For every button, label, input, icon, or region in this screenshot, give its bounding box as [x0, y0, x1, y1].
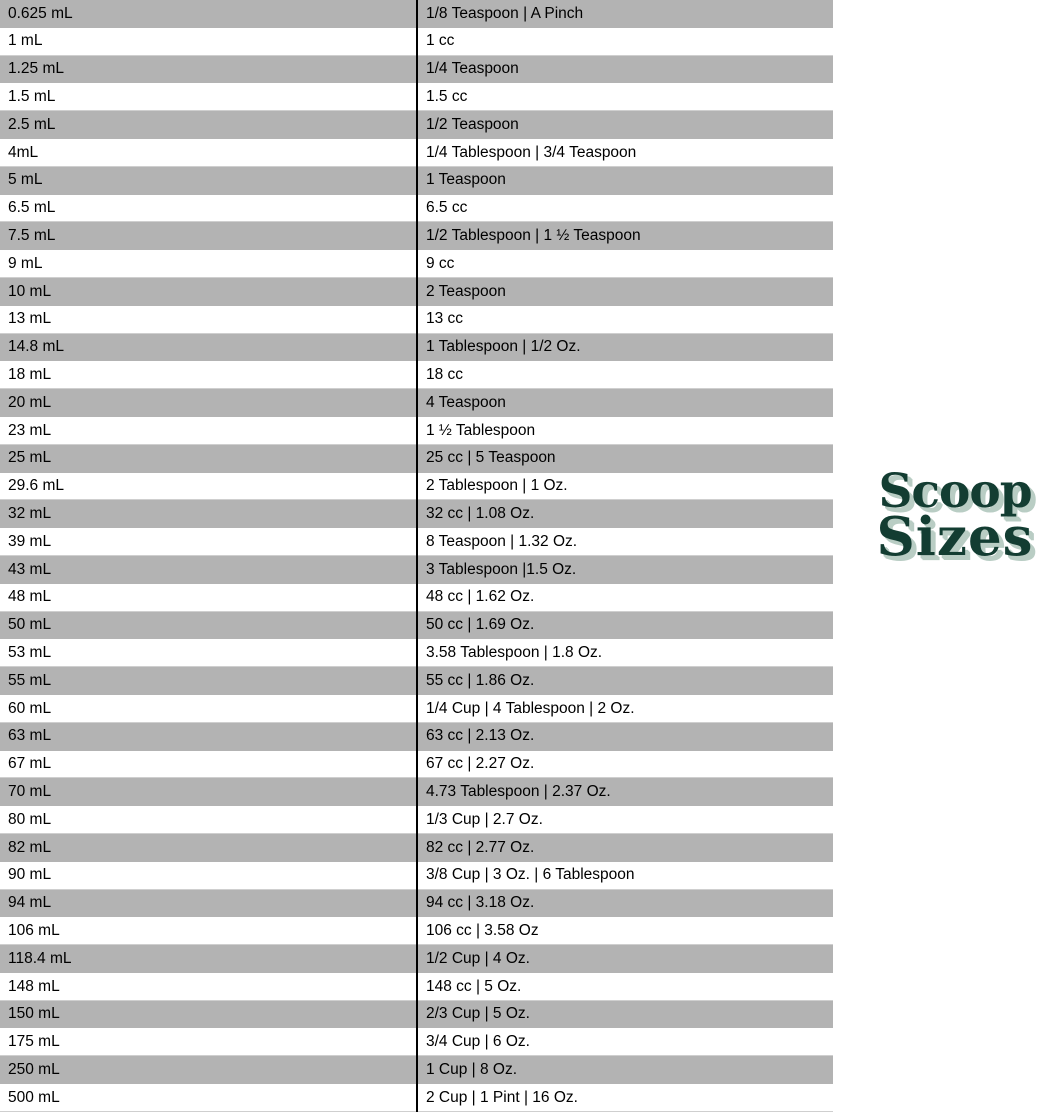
cell-equivalent: 3/4 Cup | 6 Oz.	[417, 1028, 833, 1056]
table-row	[0, 778, 833, 806]
cell-volume-ml: 1.25 mL	[0, 55, 417, 83]
cell-volume-ml: 500 mL	[0, 1084, 417, 1112]
table-row	[0, 667, 833, 695]
cell-volume-ml: 1.5 mL	[0, 83, 417, 111]
cell-equivalent: 3.58 Tablespoon | 1.8 Oz.	[417, 639, 833, 667]
table-row	[0, 833, 833, 861]
cell-equivalent: 3 Tablespoon |1.5 Oz.	[417, 555, 833, 583]
cell-volume-ml: 39 mL	[0, 528, 417, 556]
cell-equivalent: 55 cc | 1.86 Oz.	[417, 667, 833, 695]
cell-volume-ml: 67 mL	[0, 750, 417, 778]
table-row	[0, 389, 833, 417]
table-row	[0, 416, 833, 444]
cell-volume-ml: 2.5 mL	[0, 111, 417, 139]
cell-volume-ml: 80 mL	[0, 806, 417, 834]
table-row	[0, 861, 833, 889]
cell-equivalent: 3/8 Cup | 3 Oz. | 6 Tablespoon	[417, 861, 833, 889]
table-row	[0, 111, 833, 139]
cell-volume-ml: 1 mL	[0, 27, 417, 55]
cell-equivalent: 32 cc | 1.08 Oz.	[417, 500, 833, 528]
cell-equivalent: 4.73 Tablespoon | 2.37 Oz.	[417, 778, 833, 806]
cell-equivalent: 94 cc | 3.18 Oz.	[417, 889, 833, 917]
table-row	[0, 639, 833, 667]
table-row	[0, 305, 833, 333]
table-row	[0, 1084, 833, 1112]
cell-volume-ml: 10 mL	[0, 277, 417, 305]
cell-equivalent: 9 cc	[417, 250, 833, 278]
cell-volume-ml: 9 mL	[0, 250, 417, 278]
cell-volume-ml: 53 mL	[0, 639, 417, 667]
cell-equivalent: 4 Teaspoon	[417, 389, 833, 417]
cell-volume-ml: 90 mL	[0, 861, 417, 889]
cell-equivalent: 2 Tablespoon | 1 Oz.	[417, 472, 833, 500]
table-row	[0, 528, 833, 556]
cell-equivalent: 48 cc | 1.62 Oz.	[417, 583, 833, 611]
table-row	[0, 889, 833, 917]
cell-volume-ml: 94 mL	[0, 889, 417, 917]
cell-volume-ml: 70 mL	[0, 778, 417, 806]
cell-volume-ml: 50 mL	[0, 611, 417, 639]
cell-volume-ml: 0.625 mL	[0, 0, 417, 27]
cell-equivalent: 1/2 Teaspoon	[417, 111, 833, 139]
cell-volume-ml: 6.5 mL	[0, 194, 417, 222]
table-row	[0, 694, 833, 722]
cell-equivalent: 13 cc	[417, 305, 833, 333]
table-row	[0, 500, 833, 528]
table-row	[0, 250, 833, 278]
table-row	[0, 361, 833, 389]
table-row	[0, 722, 833, 750]
cell-equivalent: 82 cc | 2.77 Oz.	[417, 833, 833, 861]
table-row	[0, 917, 833, 945]
table-row	[0, 83, 833, 111]
cell-equivalent: 8 Teaspoon | 1.32 Oz.	[417, 528, 833, 556]
table-row	[0, 611, 833, 639]
cell-equivalent: 2/3 Cup | 5 Oz.	[417, 1000, 833, 1028]
table-row	[0, 55, 833, 83]
cell-equivalent: 1/4 Cup | 4 Tablespoon | 2 Oz.	[417, 694, 833, 722]
cell-volume-ml: 25 mL	[0, 444, 417, 472]
cell-volume-ml: 250 mL	[0, 1056, 417, 1084]
cell-volume-ml: 106 mL	[0, 917, 417, 945]
cell-volume-ml: 150 mL	[0, 1000, 417, 1028]
table-row	[0, 1000, 833, 1028]
cell-equivalent: 1/4 Teaspoon	[417, 55, 833, 83]
cell-volume-ml: 32 mL	[0, 500, 417, 528]
cell-volume-ml: 20 mL	[0, 389, 417, 417]
table-row	[0, 0, 833, 27]
table-row	[0, 1028, 833, 1056]
cell-equivalent: 1/2 Cup | 4 Oz.	[417, 945, 833, 973]
cell-volume-ml: 7.5 mL	[0, 222, 417, 250]
cell-volume-ml: 148 mL	[0, 972, 417, 1000]
cell-equivalent: 18 cc	[417, 361, 833, 389]
cell-equivalent: 1 ½ Tablespoon	[417, 416, 833, 444]
cell-volume-ml: 63 mL	[0, 722, 417, 750]
cell-equivalent: 1/4 Tablespoon | 3/4 Teaspoon	[417, 138, 833, 166]
scoop-sizes-logo	[855, 464, 1055, 610]
table-row	[0, 1056, 833, 1084]
table-row	[0, 194, 833, 222]
cell-volume-ml: 5 mL	[0, 166, 417, 194]
cell-volume-ml: 29.6 mL	[0, 472, 417, 500]
cell-volume-ml: 55 mL	[0, 667, 417, 695]
table-row	[0, 945, 833, 973]
cell-volume-ml: 82 mL	[0, 833, 417, 861]
table-row	[0, 222, 833, 250]
table-row	[0, 138, 833, 166]
cell-equivalent: 1 Tablespoon | 1/2 Oz.	[417, 333, 833, 361]
table-row	[0, 277, 833, 305]
table-row	[0, 806, 833, 834]
cell-equivalent: 63 cc | 2.13 Oz.	[417, 722, 833, 750]
cell-volume-ml: 4mL	[0, 138, 417, 166]
cell-volume-ml: 43 mL	[0, 555, 417, 583]
table-row	[0, 972, 833, 1000]
cell-equivalent: 2 Teaspoon	[417, 277, 833, 305]
table-row	[0, 555, 833, 583]
cell-equivalent: 67 cc | 2.27 Oz.	[417, 750, 833, 778]
cell-equivalent: 1 Teaspoon	[417, 166, 833, 194]
table-row	[0, 583, 833, 611]
cell-volume-ml: 23 mL	[0, 416, 417, 444]
cell-volume-ml: 14.8 mL	[0, 333, 417, 361]
table-row	[0, 750, 833, 778]
table-row	[0, 166, 833, 194]
cell-equivalent: 25 cc | 5 Teaspoon	[417, 444, 833, 472]
cell-equivalent: 2 Cup | 1 Pint | 16 Oz.	[417, 1084, 833, 1112]
table-row	[0, 27, 833, 55]
cell-equivalent: 1/2 Tablespoon | 1 ½ Teaspoon	[417, 222, 833, 250]
cell-volume-ml: 48 mL	[0, 583, 417, 611]
cell-volume-ml: 118.4 mL	[0, 945, 417, 973]
cell-equivalent: 106 cc | 3.58 Oz	[417, 917, 833, 945]
cell-volume-ml: 18 mL	[0, 361, 417, 389]
cell-equivalent: 1 Cup | 8 Oz.	[417, 1056, 833, 1084]
logo-line-1: Scoop	[878, 464, 1032, 519]
cell-equivalent: 50 cc | 1.69 Oz.	[417, 611, 833, 639]
cell-equivalent: 148 cc | 5 Oz.	[417, 972, 833, 1000]
logo-line-2: Sizes	[876, 506, 1034, 569]
table-row	[0, 444, 833, 472]
cell-equivalent: 1.5 cc	[417, 83, 833, 111]
cell-volume-ml: 60 mL	[0, 694, 417, 722]
cell-equivalent: 1/8 Teaspoon | A Pinch	[417, 0, 833, 27]
table-row	[0, 472, 833, 500]
cell-equivalent: 1/3 Cup | 2.7 Oz.	[417, 806, 833, 834]
table-row	[0, 333, 833, 361]
cell-volume-ml: 13 mL	[0, 305, 417, 333]
cell-equivalent: 1 cc	[417, 27, 833, 55]
cell-equivalent: 6.5 cc	[417, 194, 833, 222]
cell-volume-ml: 175 mL	[0, 1028, 417, 1056]
